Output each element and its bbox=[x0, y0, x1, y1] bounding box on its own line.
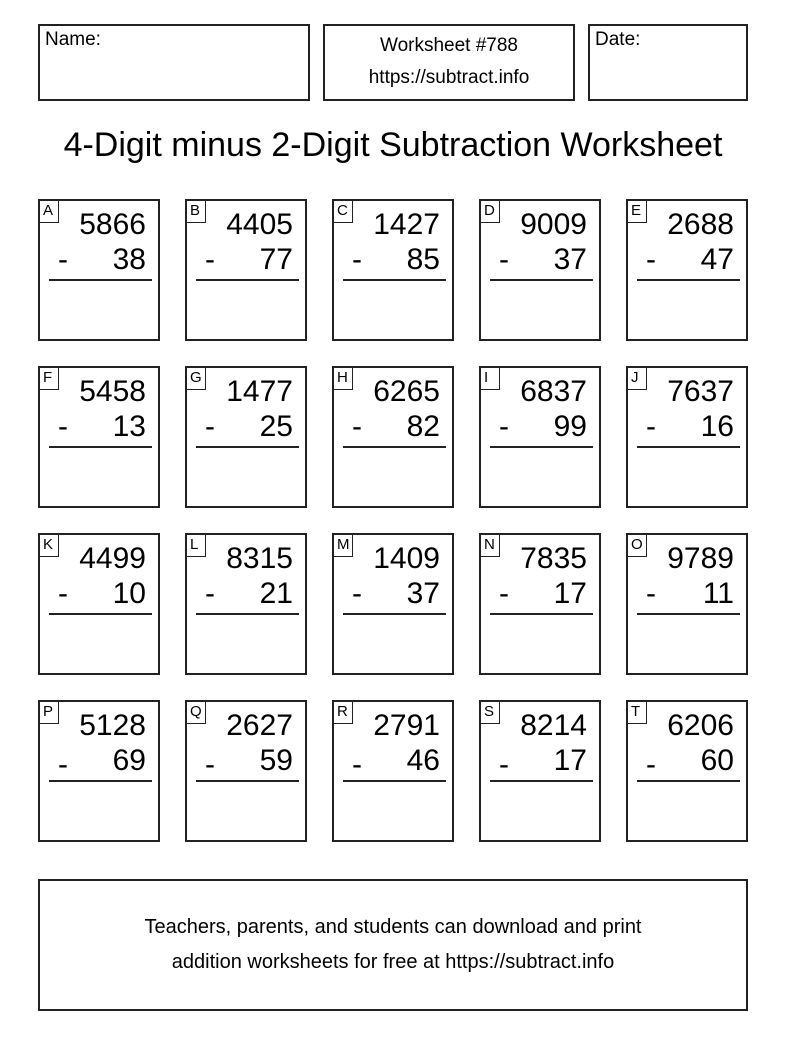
problem-letter: S bbox=[480, 701, 500, 724]
minus-sign: - bbox=[58, 243, 68, 276]
minus-sign: - bbox=[646, 577, 656, 610]
problem-card[interactable] bbox=[38, 533, 160, 675]
problem-card[interactable] bbox=[332, 533, 454, 675]
minus-sign: - bbox=[352, 410, 362, 443]
answer-line bbox=[490, 446, 593, 448]
minus-sign: - bbox=[352, 243, 362, 276]
answer-line bbox=[49, 446, 152, 448]
date-label: Date: bbox=[595, 29, 641, 50]
subtrahend: 82 bbox=[406, 410, 440, 443]
answer-line bbox=[343, 613, 446, 615]
problem-letter: G bbox=[186, 367, 206, 390]
minuend: 6206 bbox=[667, 709, 734, 742]
minuend: 7835 bbox=[520, 542, 587, 575]
problem-card[interactable] bbox=[626, 700, 748, 842]
page-title: 4-Digit minus 2-Digit Subtraction Worksheet bbox=[63, 126, 723, 164]
minuend: 2627 bbox=[226, 709, 293, 742]
minuend: 5866 bbox=[79, 208, 146, 241]
answer-line bbox=[343, 780, 446, 782]
subtrahend: 38 bbox=[112, 243, 146, 276]
subtrahend: 11 bbox=[702, 577, 734, 610]
subtrahend: 46 bbox=[406, 744, 440, 777]
minuend: 4499 bbox=[79, 542, 146, 575]
minus-sign: - bbox=[499, 410, 509, 443]
minuend: 7637 bbox=[667, 375, 734, 408]
footer-box bbox=[38, 879, 748, 1011]
answer-line bbox=[49, 279, 152, 281]
problem-letter: Q bbox=[186, 701, 206, 724]
minus-sign: - bbox=[205, 577, 215, 610]
subtrahend: 77 bbox=[259, 243, 293, 276]
minuend: 9009 bbox=[520, 208, 587, 241]
minuend: 6837 bbox=[520, 375, 587, 408]
answer-line bbox=[490, 279, 593, 281]
minus-sign: - bbox=[646, 748, 656, 781]
answer-line bbox=[343, 279, 446, 281]
worksheet-url: https://subtract.info bbox=[368, 67, 530, 88]
problem-card[interactable] bbox=[479, 199, 601, 341]
problem-card[interactable] bbox=[479, 533, 601, 675]
problem-card[interactable] bbox=[185, 366, 307, 508]
minuend: 4405 bbox=[226, 208, 293, 241]
answer-line bbox=[637, 613, 740, 615]
minus-sign: - bbox=[646, 243, 656, 276]
subtrahend: 37 bbox=[406, 577, 440, 610]
subtrahend: 17 bbox=[553, 744, 587, 777]
answer-line bbox=[637, 279, 740, 281]
answer-line bbox=[196, 279, 299, 281]
minus-sign: - bbox=[499, 577, 509, 610]
problem-letter: L bbox=[186, 534, 206, 557]
minuend: 6265 bbox=[373, 375, 440, 408]
problem-card[interactable] bbox=[185, 700, 307, 842]
answer-line bbox=[490, 780, 593, 782]
subtrahend: 16 bbox=[700, 410, 734, 443]
problem-letter: F bbox=[39, 367, 59, 390]
problem-letter: C bbox=[333, 200, 353, 223]
subtrahend: 13 bbox=[112, 410, 146, 443]
name-field-box[interactable] bbox=[38, 24, 310, 101]
subtrahend: 60 bbox=[700, 744, 734, 777]
problem-card[interactable] bbox=[332, 199, 454, 341]
minuend: 9789 bbox=[667, 542, 734, 575]
answer-line bbox=[49, 613, 152, 615]
minus-sign: - bbox=[205, 410, 215, 443]
problem-letter: A bbox=[39, 200, 59, 223]
problem-card[interactable] bbox=[185, 533, 307, 675]
problem-card[interactable] bbox=[479, 366, 601, 508]
problem-letter: N bbox=[480, 534, 500, 557]
minuend: 1409 bbox=[373, 542, 440, 575]
problem-letter: I bbox=[480, 367, 500, 390]
subtrahend: 10 bbox=[112, 577, 146, 610]
footer-line-1: Teachers, parents, and students can download and print bbox=[144, 916, 642, 938]
name-label: Name: bbox=[45, 29, 101, 50]
answer-line bbox=[490, 613, 593, 615]
problem-card[interactable] bbox=[626, 533, 748, 675]
problem-letter: E bbox=[627, 200, 647, 223]
minus-sign: - bbox=[499, 243, 509, 276]
subtrahend: 99 bbox=[553, 410, 587, 443]
subtrahend: 21 bbox=[259, 577, 293, 610]
answer-line bbox=[49, 780, 152, 782]
minuend: 8315 bbox=[226, 542, 293, 575]
minus-sign: - bbox=[58, 410, 68, 443]
subtrahend: 85 bbox=[406, 243, 440, 276]
problem-letter: M bbox=[333, 534, 353, 557]
problem-card[interactable] bbox=[185, 199, 307, 341]
problem-card[interactable] bbox=[332, 366, 454, 508]
minus-sign: - bbox=[352, 577, 362, 610]
problem-card[interactable] bbox=[38, 366, 160, 508]
worksheet-info-box bbox=[323, 24, 575, 101]
subtrahend: 17 bbox=[553, 577, 587, 610]
problem-letter: H bbox=[333, 367, 353, 390]
date-field-box[interactable] bbox=[588, 24, 748, 101]
minus-sign: - bbox=[205, 243, 215, 276]
worksheet-number: Worksheet #788 bbox=[379, 35, 518, 56]
problem-letter: B bbox=[186, 200, 206, 223]
minus-sign: - bbox=[205, 748, 215, 781]
subtrahend: 47 bbox=[700, 243, 734, 276]
subtrahend: 37 bbox=[553, 243, 587, 276]
minus-sign: - bbox=[352, 748, 362, 781]
minuend: 2791 bbox=[373, 709, 440, 742]
subtrahend: 69 bbox=[112, 744, 146, 777]
answer-line bbox=[196, 613, 299, 615]
answer-line bbox=[637, 446, 740, 448]
answer-line bbox=[196, 446, 299, 448]
problem-letter: T bbox=[627, 701, 647, 724]
footer-line-2: addition worksheets for free at https://subtract.info bbox=[171, 951, 615, 973]
problem-card[interactable] bbox=[626, 366, 748, 508]
minuend: 2688 bbox=[667, 208, 734, 241]
minus-sign: - bbox=[58, 748, 68, 781]
minuend: 5128 bbox=[79, 709, 146, 742]
problem-letter: J bbox=[627, 367, 647, 390]
problem-card[interactable] bbox=[38, 700, 160, 842]
minus-sign: - bbox=[499, 748, 509, 781]
problem-letter: O bbox=[627, 534, 647, 557]
answer-line bbox=[196, 780, 299, 782]
answer-line bbox=[343, 446, 446, 448]
minus-sign: - bbox=[646, 410, 656, 443]
problem-letter: R bbox=[333, 701, 353, 724]
minus-sign: - bbox=[58, 577, 68, 610]
problem-card[interactable] bbox=[626, 199, 748, 341]
minuend: 1427 bbox=[373, 208, 440, 241]
minuend: 5458 bbox=[79, 375, 146, 408]
problem-card[interactable] bbox=[332, 700, 454, 842]
problem-card[interactable] bbox=[479, 700, 601, 842]
problem-card[interactable] bbox=[38, 199, 160, 341]
problem-letter: P bbox=[39, 701, 59, 724]
subtrahend: 25 bbox=[259, 410, 293, 443]
minuend: 8214 bbox=[520, 709, 587, 742]
problem-letter: K bbox=[39, 534, 59, 557]
subtrahend: 59 bbox=[259, 744, 293, 777]
answer-line bbox=[637, 780, 740, 782]
problem-letter: D bbox=[480, 200, 500, 223]
minuend: 1477 bbox=[226, 375, 293, 408]
